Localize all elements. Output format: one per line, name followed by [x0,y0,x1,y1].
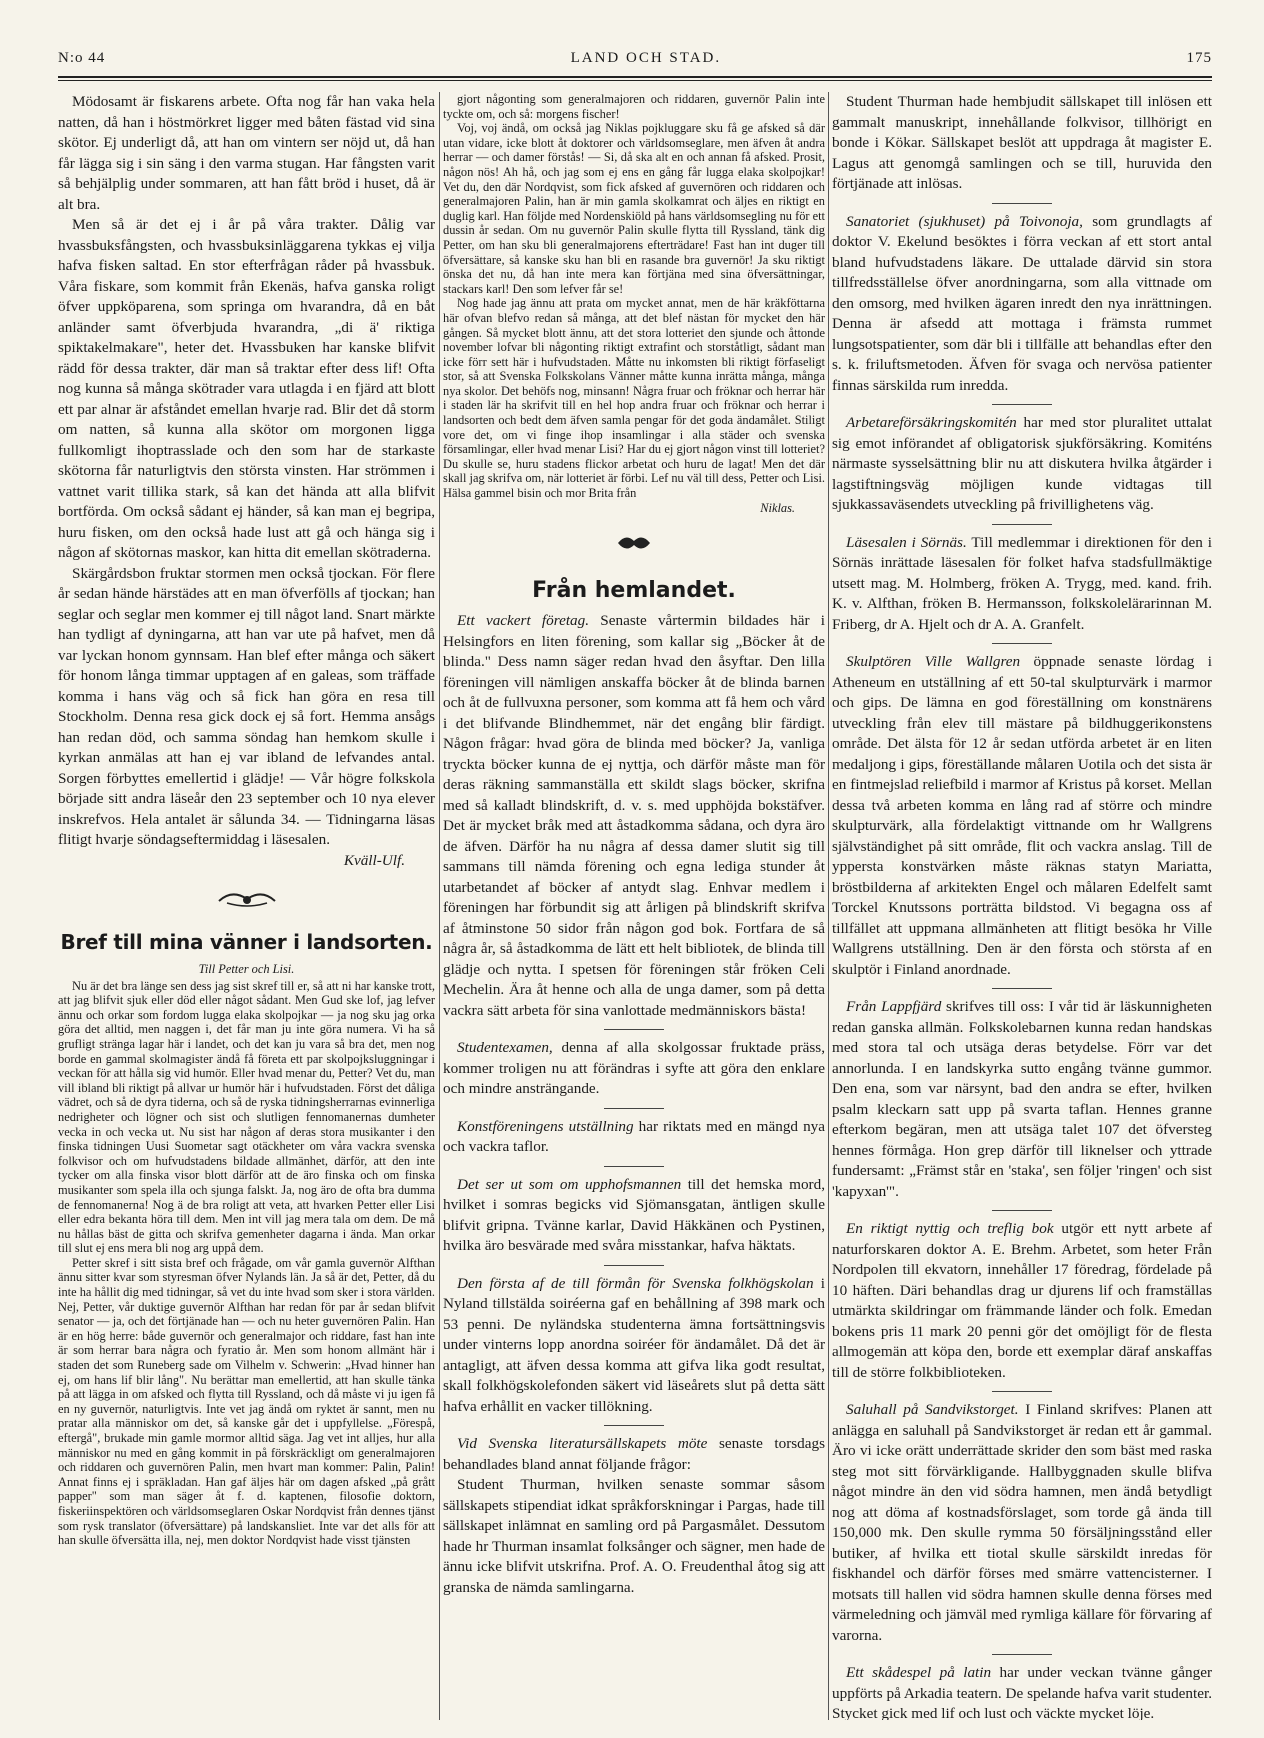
paragraph: Petter skref i sitt sista bref och frågade, om vår gamla guvernör Alfthan ännu sitter kvar som styresman öfver Nylands län. Ja så är det, Petter, då du inte ha hållit dig med tidningar, så vet du inte hvad som sker i stora världen. Nej, Petter, vår duktige guvernör Alfthan har redan för par år sedan blifvit senator — ja, och det förtjänade han — och nu heter guvernören Palin. Han är en hög herre: både guvernör och generalmajor och riddare, fast han inte är som herrar bara några och fyratio år. Men som honom allmänt här i staden det som Runeberg sade om Vilhelm v. Schwerin: „Hvad hinner han ej, om hans lif blir lång". Nu berättar man emellertid, att han skulle tänka på att lägga in om afsked och flytta till Ryssland, och då måste vi ju igen få en ny guvernör, naturligtvis. Inte vet jag ändå om ryktet är sannt, men nu pratar alla människor om det, så kanske går det i uppfyllelse. „Förespå, eftergå", brukade min gamle mormor alltid säga. Jag vet int alljes, hur alla människor nu med en gång kommit in på förskräckligt om generalmajoren och riddaren och guvernören Palin, men hvart man kommer: Palin, Palin! Annat finns ej i spräkladan. Han gaf äljes här om dagen afsked „på grått papper" som man säger åt f. d. kaptenen, filosofie doktorn, fiskeriinspektören och världsomseglaren Oskar Nordqvist från dennes tjänst som rysk translator (öfversättare) på landskansliet. Inte var det alls för att han skulle öfversätta illa, nej, men doktor Nordqvist hade visst tjänsten [58,1255,435,1548]
paragraph: Student Thurman hade hembjudit sällskapet till inlösen ett gammalt manuskript, innehållande folkvisor, tillhörigt en bonde i Kökar. Sällskapet beslöt att uppdraga åt magister E. Lagus att genomgå samlingen och se till, huruvida den förtjänade att inlösas. [832,93,1212,192]
page-header [58,50,1212,76]
ornament-icon [58,887,435,914]
news-item: Sanatoriet (sjukhuset) på Toivonoja, som grundlagts af doktor V. Ekelund besöktes i förra veckan af ett stort antal bland hufvudstadens läkare. De uttalade därvid sin stora tillfredsställelse öfver anordningarna, som alla vittnade om den omsorg, med hvilken ägaren inredt den nya inrättningen. Denna är afsedd att mottaga i främsta rummet lungsotspatienter, som där bli i tillfälle att behandlas efter den s. k. friluftsmetoden. Äfven för svaga och nervösa patienter finnas särskilda rum inredda. [832,212,1212,394]
news-item: Studentexamen, denna af alla skolgossar fruktade präss, kommer troligen nu att förändras i syfte att göra den enklare och mindre ansträngande. [443,1039,825,1098]
news-item: Arbetareförsäkringskomitén har med stor pluralitet uttalat sig emot införandet af obligatorisk sjukförsäkring. Komiténs närmaste sysselsättning blir nu att diskutera hvilka åtgärder i lagstiftningsväg möjligen kunde vidtagas till sjukkassaväsendets utveckling på frivillighetens väg. [832,414,1212,513]
separator [604,1029,664,1030]
separator [992,404,1052,405]
news-item: Ett skådespel på latin har under veckan tvänne gånger uppförts på Arkadia teatern. De spelande hafva varit studenter. Stycket gick med lif och lust och väckte mycket löje. [832,1664,1212,1720]
paragraph: Skärgårdsbon fruktar stormen men också tjockan. För flere år sedan hände härstädes att en man öfverfölls af tjockan; han seglar och seglar men kommer ej till något land. Snart märkte han tydligt af dyningarna, att han var ute på hafvet, men då var lyckan honom gynnsam. Han blef efter många och säkert för honom långa timmar upptagen af en galeas, som träffade komma i hans väg och så fick han göra en resa till Stockholm. Denna resa gick dock ej så fort. Hemma ansågs han redan död, och samma söndag han hemkom skulle i kyrkan anmälas att han ej var ibland de lefvandes antal. Sorgen förbyttes emellertid i glädje! — Vår högre folkskola började sitt andra läseår den 23 september och 10 nya elever inskrefvos. Hela antalet är sålunda 34. — Tidningarna läsas flitigt hvarje söndagseftermiddag i läsesalen. [58,564,435,848]
paragraph: Nu är det bra länge sen dess jag sist skref till er, så att ni har kanske trott, att jag blifvit sjuk eller död eller något sådant. Men Gud ske lof, jag lefver ännu och orkar som fordom lugga elaka skolpojkar — ja nog sku jag orka göra det alltid, men naggen i, det får man ju inte göra numera. Vi ha så grufligt stränga lagar här i landet, och det kan ju vara så bra det, men nog borde en gammal skolmagister ändå få företa ett par skolpojksluggningar i veckan för att hålla sig vid humör. Eller hvad menar du, Petter? Vet du, man vill ibland bli riktigt på allvar ur humör här i hufvudstaden. Först det dåliga vädret, och så de dyra tiderna, och så de ryska tidningsherrarnas evinnerliga nedrigheter och lögner och sist och slutligen fennomanernas dumheter vecka in och vecka ut. Nu sist har någon af deras stora musikanter i den finska tidningen Uusi Suometar sagt otäckheter om våra vackra svenska folkvisor och om hufvudstadens bildade allmänhet, därför, att den inte tycker om alla finska visor blott därför att de äro finska och om finska musikanter som spela illa och sjunga falskt. Ja, nog äro de ofta bra dumma de fennomanerna! Nog ä de bra roligt att veta, att hvarken Petter eller Lisi eller edra bekanta höra till dem. Men int vill jag mera tala om dem. De må nu hållas bäst de gitta och skrifva gemenheter dagarna i ända. Man orkar till slut ej ens mera bli nog arg uppå dem. [58,978,435,1256]
news-item: Saluhall på Sandvikstorget. I Finland skrifves: Planen att anlägga en saluhall på Sandvikstorget är redan ett år gammal. Äro vi icke orätt underrättade skrider den som bäst med raska steg mot sitt förvärkligande. Hallbyggnaden skulle blifva något mindre än den vid södra hamnen, men ändå betydligt nog att döma af kostnadsförslaget, som torde gå ända till 150,000 mk. Den skulle rymma 50 försäljningsstånd eller butiker, af hvilka ett tiotal skulle särskildt inredas för fiskhandel och därför förses med smärre vattencisterner. I motsats till hallen vid södra hamnen skulle denna förses med värmeledning och jämväl med rymliga källare för förvaring af varorna. [832,1401,1212,1644]
article-signature: Kväll-Ulf. [343,851,405,869]
news-item: Vid Svenska literatursällskapets möte senaste torsdags behandlades bland annat följande frågor: [443,1435,825,1473]
paragraph: Student Thurman, hvilken senaste sommar såsom sällskapets stipendiat idkat språkforskningar i Pargas, hade till sällskapet inlämnat en samling ord på Pargasmålet. Dessutom hade hr Thurman insamlat folksånger och sägner, men hade de ännu icke blifvit utskrifna. Prof. A. O. Freudenthal åtog sig att granska de nämda samlingarna. [443,1476,825,1596]
separator [992,643,1052,644]
news-item: Skulptören Ville Wallgren öppnade senaste lördag i Atheneum en utställning af ett 50-tal skulpturvärk i marmor och gips. De lämna en god föreställning om konstnärens utveckling från elev till mästare på bildhuggerikonstens område. Det älsta för 12 år sedan utförda arbetet är en liten medaljong i gips, föreställande målaren Uotila och det sista är en fintmejslad reliefbild i marmor af Kristus på korset. Mellan dessa två arbeten komma en lång rad af större och mindre skulpturvärk, alla fördelaktigt vittnande om hr Wallgrens självständighet på sitt område, flit och vackra anslag. Till de yppersta konstvärken måste räknas statyn Mariatta, bröstbilderna af arkitekten Engel och målaren Edelfelt samt Torckel Knutssons porträtta bildstod. Vi begagna oss af tillfället att uppmana allmänheten att flitigt besöka hr Ville Wallgrens utställning. Den är den första och största af en skulptör i Finland anordnade. [832,653,1212,978]
news-item: En riktigt nyttig och treflig bok utgör ett nytt arbete af naturforskaren doktor A. E. Brehm. Arbetet, som heter Från Nordpolen till ekvatorn, innehåller 17 föredrag, fördelade på 10 häften. Däri behandlas drag ur djurens lif och framställas utmärkta skildringar om främmande länder och folk. Emedan bokens pris 11 mark 20 penni gör det omöjligt för de flesta allmogemän att köpa den, borde ett exemplar däraf anskaffas till de större folkbiblioteken. [832,1220,1212,1381]
column-divider [828,92,829,1720]
letter-signature: Niklas. [760,500,795,515]
ornament-icon [443,531,825,560]
column-divider [439,92,440,1720]
bref-heading: Bref till mina vänner i landsorten. [60,930,433,954]
separator [992,988,1052,989]
separator [992,1210,1052,1211]
page-number: 175 [1186,50,1212,66]
paragraph: Mödosamt är fiskarens arbete. Ofta nog får han vaka hela natten, då han i höstmörkret ligger med båten fästad vid sina skötor. Ej underligt då, att han om vintern ser nöjd ut, då han får lägga sig i sin säng i den varma stugan. Har fångsten varit så behjälplig under sommaren, att han fått bröd i huset, då är alt bra. [58,93,435,213]
bref-subheading: Till Petter och Lisi. [198,962,295,976]
column-1 [58,92,435,1720]
news-item: Konstföreningens utställning har riktats med en mängd nya och vackra taflor. [443,1117,825,1156]
fishing-article [58,92,435,871]
separator [992,1654,1052,1655]
letter-continuation [443,92,825,515]
news-item: Ett vackert företag. Senaste vårtermin bildades här i Helsingfors en liten förening, som kallar sig „Böcker åt de blinda." Dess namn säger redan hvad den åsyftar. Den lilla föreningen vill nämligen anskaffa böcker åt de blinda barnen och åt de fullvuxna personer, som komma att få hem och vård i det blifvande Blindhemmet, när det engång blir färdigt. Någon frågar: hvad göra de blinda med böcker? Ja, vanliga tryckta böcker kunna de ej nyttja, och därför måste man för deras räkning sammanställa ett skildt slags böcker, skrifna med så kalladt blindskrift, d. v. s. med upphöjda bokstäfver. Det är mycket bråk med att åstadkomma sådana, och dyra äro de äfven. Därför ha nu några af dessa damer slutit sig till sammans till nämda förening och egna lediga stunder åt utarbetandet af böcker af antydt slag. Enhvar medlem i föreningen har förbundit sig att årligen på blindskrift skrifva af åtminstone 50 sidor från någon god bok. Fortfara de så några år, så åstadkomma de lätt ett helt bibliotek, de blinda till glädje och nytta. I spetsen för föreningen står fröken Celi Mechelin. Ära åt henne och alla de unga damer, som på detta vackra sätt arbeta för sina vanlottade medmänniskors bästa! [443,612,825,1019]
column-2 [443,92,825,1720]
separator [604,1166,664,1167]
separator [992,524,1052,525]
column-3 [832,92,1212,1720]
paragraph: Voj, voj ändå, om också jag Niklas pojkluggare sku få ge afsked så där utan vidare, icke blott åt doktorer och världsomseglare, men äfven åt andra herrar — och damer förstås! — Si, då ska alt en och annan få afsked. Prosit, någon nös! Ah hå, och jag som ej ens en gång får lugga elaka skolpojkar! Vet du, den där Nordqvist, som fick afsked af guvernören och riddaren och generalmajoren Palin, han är min gamla skolkamrat och äljes en riktigt en duglig karl. Han följde med Nordenskiöld på hans världsomsegling nu för ett dussin år sedan. Om nu guvernör Palin skulle flytta till Ryssland, tänk dig Petter, om han sku bli generalmajorens efterträdare! Fast han int duger till öfversättare, så kanske sku han bli en rasande bra guvernör! Ja sku riktigt önska det nu, då han inte mera kan förtjäna med sina öfversättningar, stackars karl! Den som lefver får se! [443,121,825,296]
news-item: Den första af de till förmån för Svenska folkhögskolan i Nyland tillstälda soiréerna gaf en behållning af 398 mark och 53 penni. De nyländska studenterna ämna fortsättningsvis under vinterns lopp anordna soiréer för ändamålet. Då det är antagligt, att äfven dessa komma att gifva lika godt resultat, skall folkhögskolefonden säkert vid läseårets slut på detta sätt hafva erhållit en vacker tillökning. [443,1274,825,1415]
news-item: Från Lappfjärd skrifves till oss: I vår tid är läskunnigheten redan ganska allmän. Folkskolebarnen kunna redan handskas med stora tal och utsäga deras betydelse. Förr var det annorlunda. I en landskyrka sutto engång tvänne gummor. Den ena, som var närsynt, bad den andra se efter, hvilken psalm kleckarn satt upp på svarta taflan. Hennes granne efterkom begäran, men att utsäga talet 107 det öfversteg hennes förmåga. Hon grep därför till liknelser och yttrade fundersamt: „Främst står en 'staka', sen följer 'ringen' och sist 'kapyxan'". [832,998,1212,1200]
separator [992,1391,1052,1392]
separator [992,203,1052,204]
news-item: Det ser ut som om upphofsmannen till det hemska mord, hvilket i somras begicks vid Sjömansgatan, äntligen skulle blifvit gripna. Tvänne karlar, David Häkkänen och Pystinen, hvilka äro besvärade med svåra misstankar, hafva häktats. [443,1175,825,1255]
issue-number: N:o 44 [58,50,106,66]
separator [604,1425,664,1426]
news-item: Läsesalen i Sörnäs. Till medlemmar i direktionen för den i Sörnäs inrättade läsesalen för folket hafva stadsfullmäktige utsett mag. M. Holmberg, fröken A. Trygg, med. kand. frih. K. v. Alfthan, fröken B. Hermansson, folkskolelärarinnan M. Friberg, dr A. Hjelt och dr A. A. Granfelt. [832,533,1212,633]
paragraph: Men så är det ej i år på våra trakter. Dålig var hvassbuksfångsten, och hvassbuksinläggarena tykkas ej vilja hafva fisken saltad. En stor efterfrågan råder på hvassbuk. Våra fiskare, som kommit från Ekenäs, hafva ganska roligt öfver uppköparena, som springa om hvarandra, då en båt anländer samt öfverbjuda hvarandra, „di ä' riktiga spiktakelmakare", heter det. Hvassbuken har kanske blifvit rädd för dessa trakter, där man så traktar efter dess lif! Ofta nog kunna så många skötrader vara utlagda i en fjärd att blott ett par alnar är afståndet emellan hvarje rad. Blir det då storm om natten, så kunna alla skötor om morgonen ligga fullkomligt ihoptrasslade och den som har de starkaste skötorna får naturligtvis den största vinsten. Har strömmen i vattnet varit tillika stark, så kan det hända att alla blifvit bortförda. Om också sådant ej händer, så kan man ej begripa, huru fisken, om den också hade lust att gå och hänga sig i någon af skötornas maskor, kan hitta dit emellan skötraderna. [58,216,435,561]
paragraph: Nog hade jag ännu att prata om mycket annat, men de här kräkföttarna här ofvan blefvo redan så många, att det blef nästan för mycket den här gången. Så mycket blott ännu, att det stora lotteriet den sjunde och åttonde november lofvar bli någonting riktigt extrafint och storståtligt, sådant man icke förr sett här i hufvudstaden. Måtte nu inkomsten bli riktigt förfaseligt stor, så att Svenska Folkskolans Vänner måtte kunna inrätta många, många nya skolor. Det behöfs nog, minsann! Några fruar och fröknar och herrar här i staden lär ha skrifvit till en hel hop andra fruar och fröknar och herrar i landsorten och bedt dem äfven samla pengar för det goda ändamålet. Stiligt vore det, om vi finge ihop insamlingar i alla städer och svenska församlingar, eller hvad menar Lisi? Har du ej gjort någon vinst till lotteriet? Du skulle se, huru stadens flickor arbetat och huru de lagat! Men det där skall jag skrifva om, när lotteriet är förbi. Lef nu väl till dess, Petter och Lisi. Hälsa gammel bisin och mor Brita från [443,296,825,501]
paragraph: gjort någonting som generalmajoren och riddaren, guvernör Palin inte tyckte om, och så: morgens fischer! [443,92,825,121]
header-rule-thin [58,80,1212,81]
separator [604,1265,664,1266]
separator [604,1108,664,1109]
header-rule-thick [58,76,1212,78]
fran-hemlandet-heading: Från hemlandet. [532,578,736,604]
publication-title: LAND OCH STAD. [570,50,722,66]
